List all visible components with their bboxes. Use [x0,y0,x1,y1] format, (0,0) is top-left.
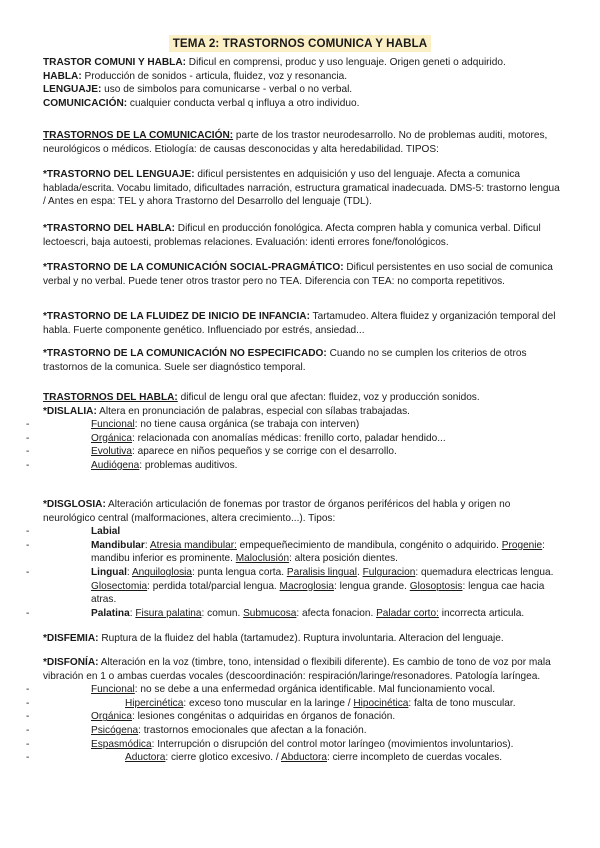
list-item: - Funcional: no tiene causa orgánica (se trabaja con interven) [26,419,360,431]
list-item: - Mandibular: Atresia mandibular: empequeñecimiento de mandibula, congénito o adquirido. Progenie: mandibu inferior es prominente. Maloclusión: altera posición dientes. [26,539,545,565]
title-row [0,34,600,52]
section-trastornos-habla [26,391,563,473]
list-item: - Lingual: Anquiloglosia: punta lengua corta. Paralisis lingual. Fulguracion: quemadura electricas lengua. Glosectomia: perdida total/parcial lengua. Macroglosia: lengua grande. Glosoptosis: lengua cae hacia atras. [26,566,554,606]
disglosia [26,498,563,620]
list-item: - Psicógena: trastornos emocionales que afectan a la fonación. [26,724,367,736]
disfonia [26,656,563,765]
def-comunicacion: COMUNICACIÓN: cualquier conducta verbal q influya a otro individuo. [43,97,360,109]
list-item: - Espasmódica: Interrupción o disrupción del control motor laríngeo (movimientos involuntarios). [26,738,514,750]
tcom-fluidez: *TRASTORNO DE LA FLUIDEZ DE INICIO DE INFANCIA: Tartamudeo. Altera fluidez y organización temporal del habla. Fuerte componente genético. Influenciado por estrés, ansiedad... [43,311,556,336]
list-item: - Funcional: no se debe a una enfermedad orgánica identificable. Mal funcionamiento vocal. [26,684,496,696]
def-habla: HABLA: Producción de sonidos - articula, fluidez, voz y resonancia. [43,70,348,82]
tcom-lenguaje: *TRASTORNO DEL LENGUAJE: dificul persistentes en adquisición y uso del lenguaje. Afecta a comunica hablada/escrita. Vocabu limitado, dificultades narración, estructura gramatical inadecuada. DMS-5: trastorno lengua / Antes en espa: TEL y ahora Trastorno del Desarrollo del lenguaje (TDL). [43,169,560,208]
list-item: - Orgánica: lesiones congénitas o adquiridas en órganos de fonación. [26,711,396,723]
list-item: - Aductora: cierre glotico excesivo. / Abductora: cierre incompleto de cuerdas vocales. [26,752,503,764]
list-item: - Audiógena: problemas auditivos. [26,459,238,471]
tcom-habla: *TRASTORNO DEL HABLA: Dificul en producción fonológica. Afecta compren habla y comunica verbal. Dificul lectoescri, baja autoesti, problemas relaciones. Evaluación: identi errores fone/fonológicos. [43,223,541,248]
list-item: - Hipercinética: exceso tono muscular en la laringe / Hipocinética: falta de tono muscular. [26,697,516,709]
def-lenguaje: LENGUAJE: uso de simbolos para comunicarse - verbal o no verbal. [43,84,353,96]
section-trastornos-comunicacion [43,129,563,156]
tcom-intro: TRASTORNOS DE LA COMUNICACIÓN: parte de los trastor neurodesarrollo. No de problemas auditi, motores, neurológicos o médicos. Etiología: de causas desconocidas y alta heredabilidad. TIPOS: [43,130,548,155]
definitions [43,56,563,110]
dislalia: *DISLALIA: Altera en pronunciación de palabras, especial con sílabas trabajadas. [43,405,410,417]
list-item: - Palatina: Fisura palatina: comun. Submucosa: afecta fonacion. Paladar corto: incorrecta articula. [26,607,525,619]
def-trastor-comuni: TRASTOR COMUNI Y HABLA: Dificul en comprensi, produc y uso lenguaje. Origen geneti o adquirido. [43,57,506,68]
tcom-no-especificado: *TRASTORNO DE LA COMUNICACIÓN NO ESPECIFICADO: Cuando no se cumplen los criterios de otros trastornos de la comunica. Suele ser diagnóstico temporal. [43,348,527,373]
disfonia-intro: *DISFONÍA: Alteración en la voz (timbre, tono, intensidad o flexibili diferente). Es cambio de tono de voz por mala vibración en 1 o ambas cuerdas vocales (descoordinación: respiración/laringe/resonadores. Patología laríngea. [43,657,551,682]
thab-heading: TRASTORNOS DEL HABLA: [43,392,178,403]
disfemia: *DISFEMIA: Ruptura de la fluidez del habla (tartamudez). Ruptura involuntaria. Alteracion del lenguaje. [43,633,504,644]
list-item: - Evolutiva: aparece en niños pequeños y se corrige con el desarrollo. [26,446,397,458]
list-item: - Labial [26,526,121,538]
tcom-heading: TRASTORNOS DE LA COMUNICACIÓN: [43,130,234,141]
list-item: - Orgánica: relacionada con anomalías médicas: frenillo corto, paladar hendido... [26,432,446,444]
thab-intro: TRASTORNOS DEL HABLA: dificul de lengu oral que afectan: fluidez, voz y producción sonidos. [43,392,480,403]
page-title: TEMA 2: TRASTORNOS COMUNICA Y HABLA [169,35,432,52]
tcom-social-pragmatico: *TRASTORNO DE LA COMUNICACIÓN SOCIAL-PRAGMÁTICO: Dificul persistentes en uso social de comunica verbal y no verbal. Puede tener otros trastor pero no TEA. Diferencia con TEA: no comporta repetitivos. [43,262,553,287]
disglosia-intro: *DISGLOSIA: Alteración articulación de fonemas por trastor de órganos periféricos del habla y origen no neurológico central (malformaciones, altera crecimiento...). Tipos: [43,499,511,524]
